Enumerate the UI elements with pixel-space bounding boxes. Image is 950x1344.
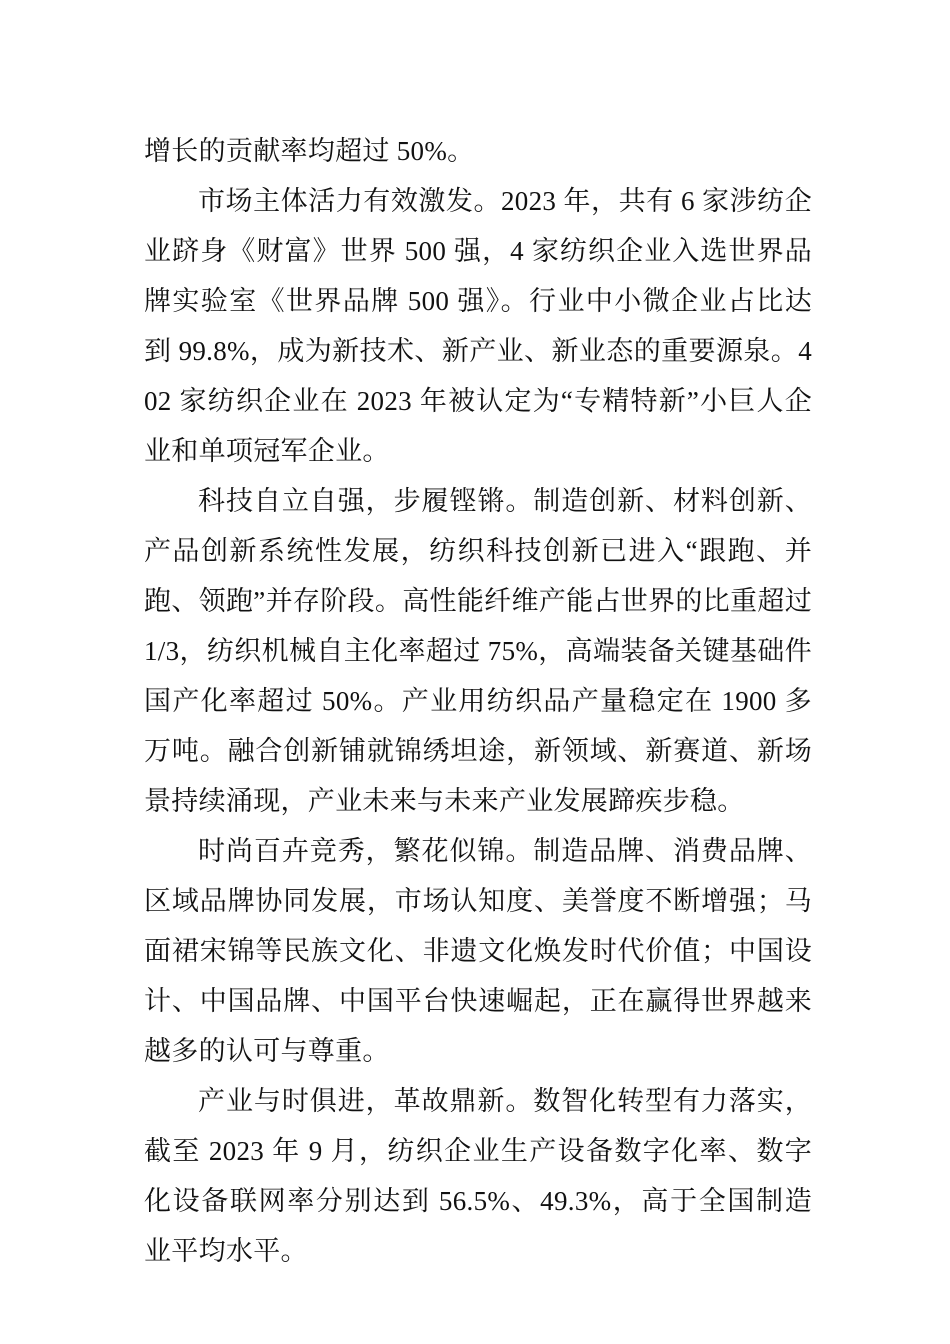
paragraph-continuation: 增长的贡献率均超过 50%。 [144,136,475,166]
paragraph-market-vitality: 市场主体活力有效激发。2023 年，共有 6 家涉纺企业跻身《财富》世界 500 强，4 家纺织企业入选世界品牌实验室《世界品牌 500 强》。行业中小微企业占比达到 99.8%，成为新技术、新产业、新业态的重要源泉。402 家纺织企业在 2023 年被认定为“专精特新”小巨人企业和单项冠军企业。 [144,186,812,466]
paragraph-digital-transformation: 产业与时俱进，革故鼎新。数智化转型有力落实，截至 2023 年 9 月，纺织企业生产设备数字化率、数字化设备联网率分别达到 56.5%、49.3%，高于全国制造业平均水平。 [144,1086,812,1266]
paragraph-tech-innovation: 科技自立自强，步履铿锵。制造创新、材料创新、产品创新系统性发展，纺织科技创新已进入“跟跑、并跑、领跑”并存阶段。高性能纤维产能占世界的比重超过 1/3，纺织机械自主化率超过 75%，高端装备关键基础件国产化率超过 50%。产业用纺织品产量稳定在 1900 多万吨。融合创新铺就锦绣坦途，新领域、新赛道、新场景持续涌现，产业未来与未来产业发展蹄疾步稳。 [144,486,812,816]
body-text [144,126,812,1276]
paragraph-fashion-brands: 时尚百卉竞秀，繁花似锦。制造品牌、消费品牌、区域品牌协同发展，市场认知度、美誉度不断增强；马面裙宋锦等民族文化、非遗文化焕发时代价值；中国设计、中国品牌、中国平台快速崛起，正在赢得世界越来越多的认可与尊重。 [144,836,812,1066]
